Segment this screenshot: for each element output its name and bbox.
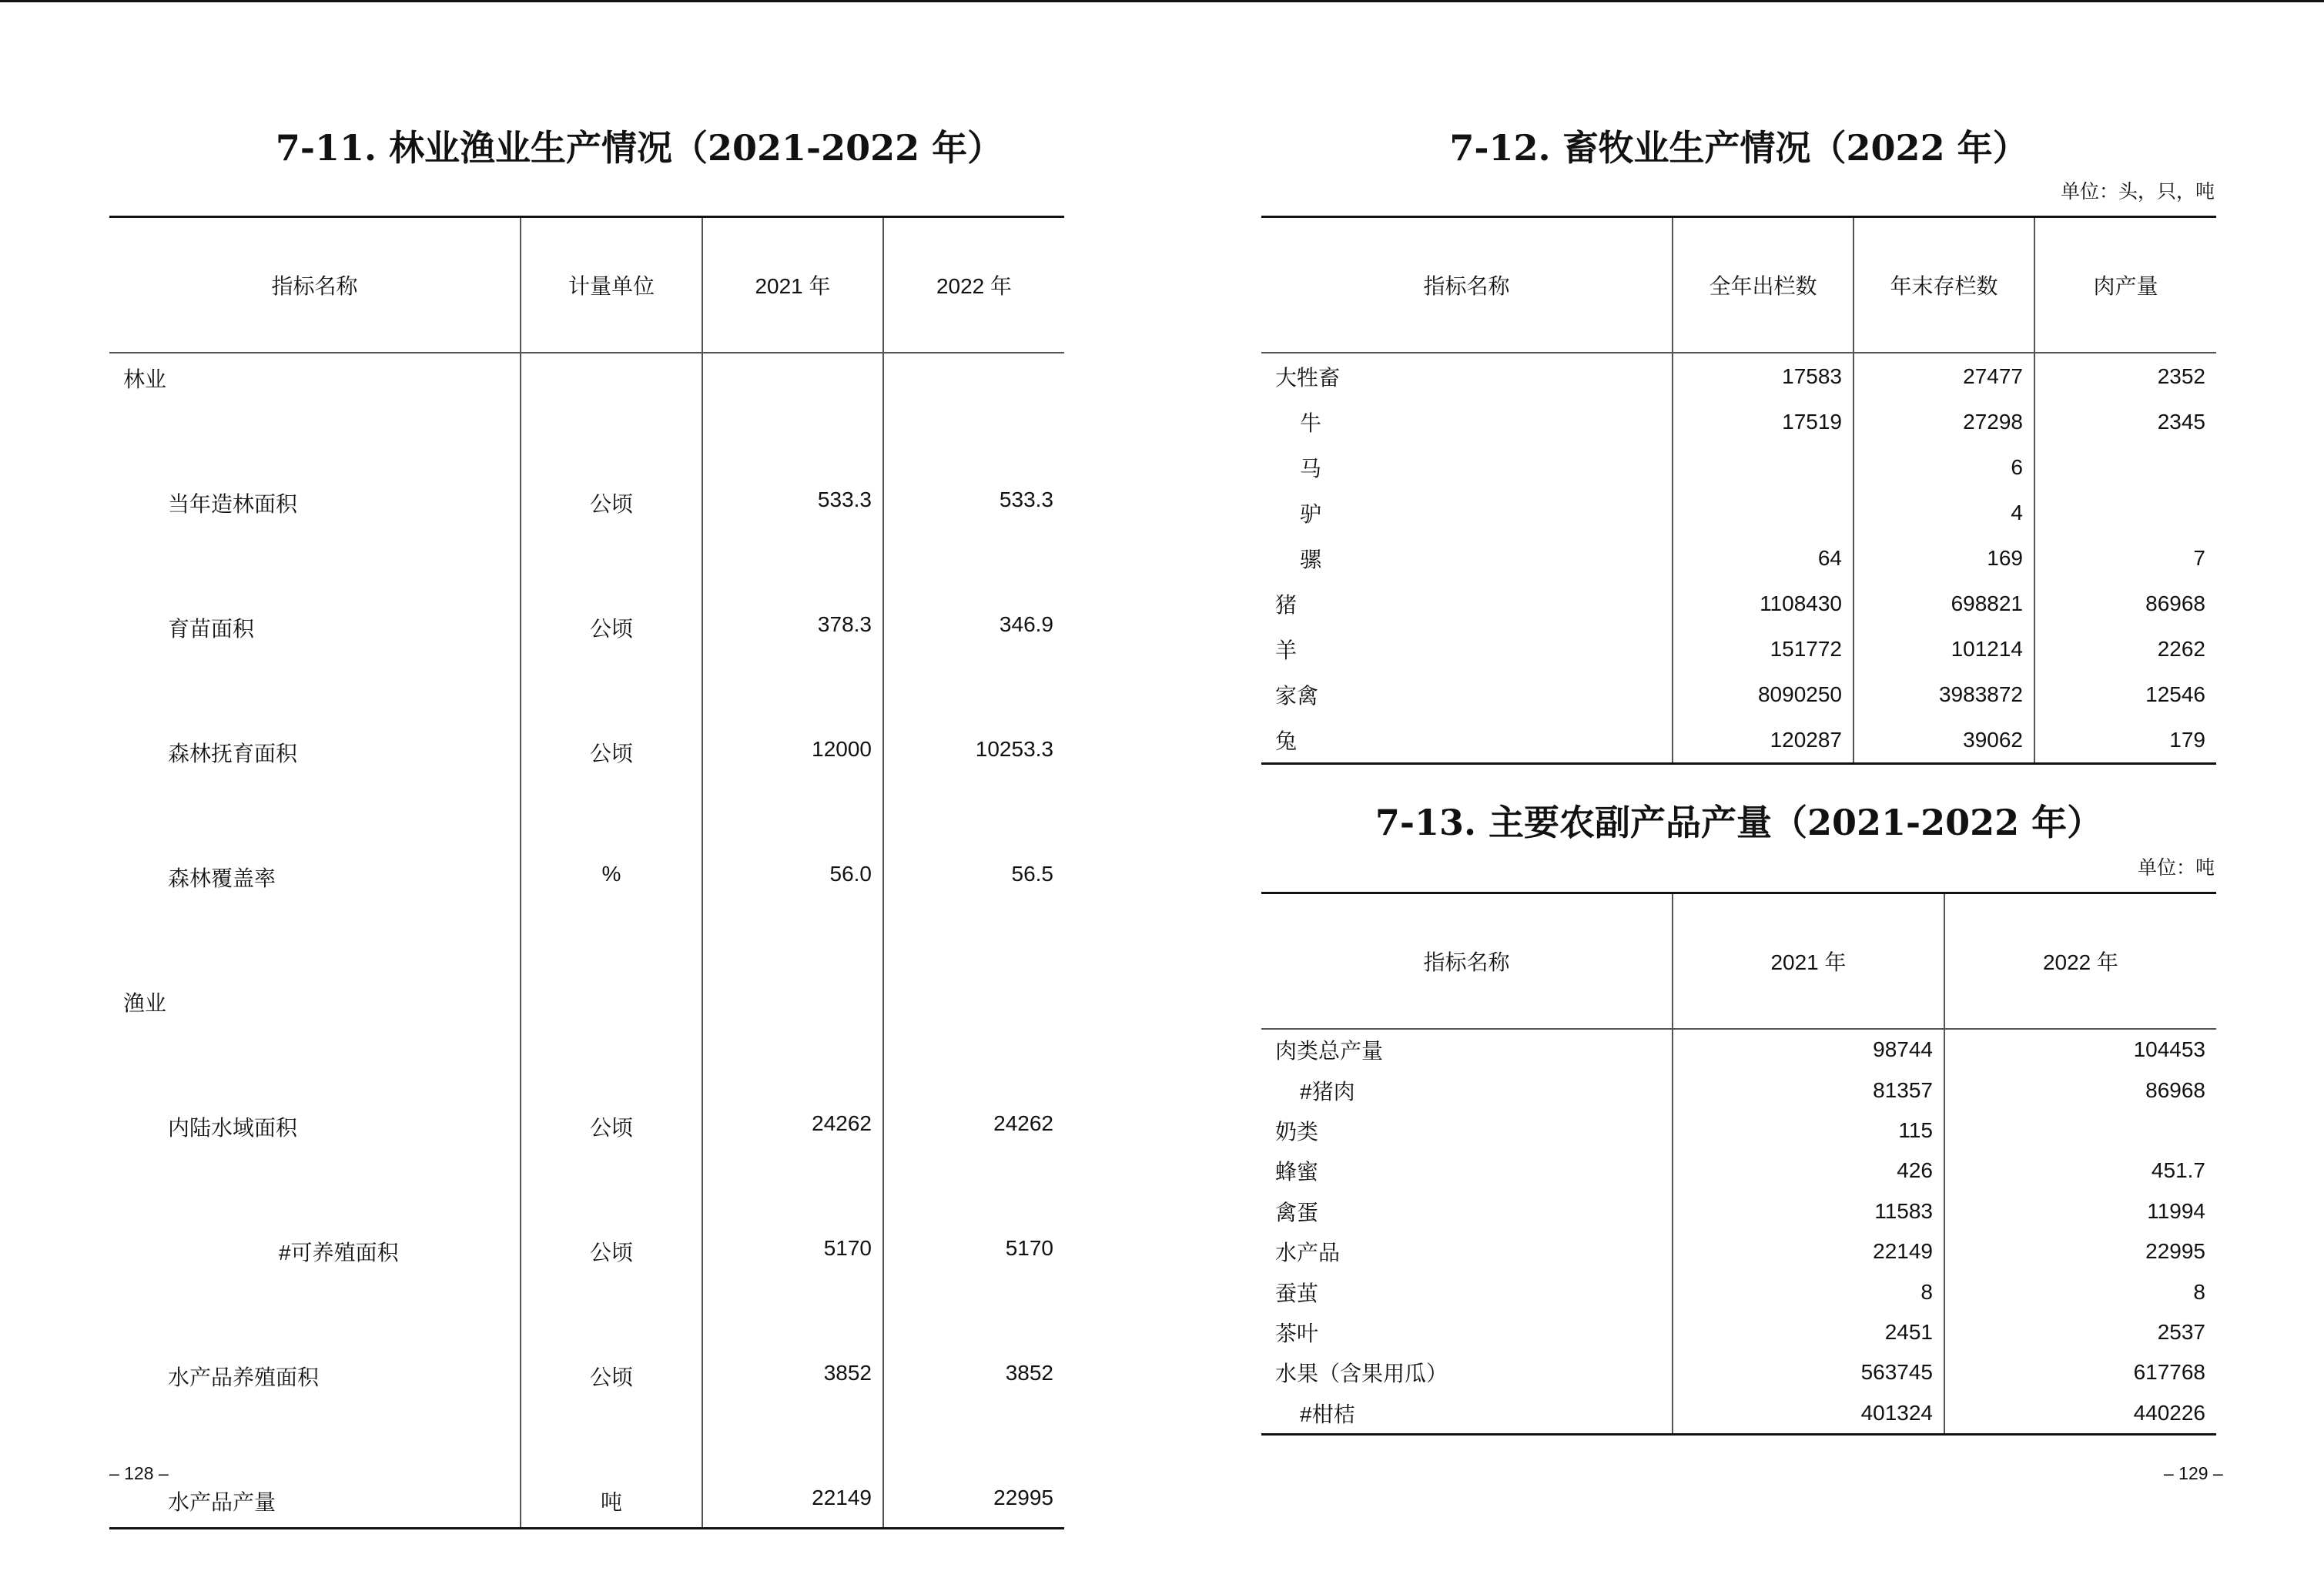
row-value-2021 bbox=[702, 977, 883, 1102]
row-value-2021: 24262 bbox=[702, 1102, 883, 1227]
table-row bbox=[1261, 1029, 2216, 1070]
row-annual-slaughter: 8090250 bbox=[1673, 672, 1854, 717]
forestry-fishery-table bbox=[109, 216, 1064, 1529]
row-year-end-stock: 169 bbox=[1854, 535, 2034, 581]
row-name: 羊 bbox=[1275, 638, 1298, 662]
row-unit: % bbox=[521, 853, 702, 977]
row-value-2022: 24262 bbox=[883, 1102, 1064, 1227]
row-value-2022: 104453 bbox=[1944, 1029, 2216, 1070]
row-value-2022: 8 bbox=[1944, 1271, 2216, 1312]
table-row bbox=[1261, 1111, 2216, 1151]
row-name: 茶叶 bbox=[1275, 1321, 1319, 1345]
row-value-2022 bbox=[883, 977, 1064, 1102]
row-name: 水果（含果用瓜） bbox=[1275, 1362, 1448, 1386]
row-value-2022: 22995 bbox=[883, 1476, 1064, 1529]
row-value-2022: 10253.3 bbox=[883, 728, 1064, 853]
row-value-2022: 56.5 bbox=[883, 853, 1064, 977]
table-row bbox=[1261, 1151, 2216, 1191]
row-name: 骡 bbox=[1300, 547, 1322, 571]
row-name: 当年造林面积 bbox=[168, 492, 298, 516]
page-number-left: – 128 – bbox=[109, 1463, 169, 1483]
row-name: 家禽 bbox=[1275, 683, 1319, 708]
table-header-row bbox=[109, 217, 1064, 353]
header-unit: 计量单位 bbox=[521, 217, 702, 353]
row-year-end-stock: 101214 bbox=[1854, 626, 2034, 672]
row-name: 森林抚育面积 bbox=[168, 742, 298, 766]
row-value-2022 bbox=[1944, 1111, 2216, 1151]
row-annual-slaughter: 151772 bbox=[1673, 626, 1854, 672]
row-value-2021: 378.3 bbox=[702, 603, 883, 728]
row-year-end-stock: 3983872 bbox=[1854, 672, 2034, 717]
row-name: 奶类 bbox=[1275, 1119, 1319, 1144]
row-annual-slaughter: 120287 bbox=[1673, 717, 1854, 764]
table-row bbox=[1261, 1231, 2216, 1271]
header-2022: 2022 年 bbox=[1944, 893, 2216, 1030]
table-row bbox=[1261, 672, 2216, 717]
row-unit: 公顷 bbox=[521, 1102, 702, 1227]
row-year-end-stock: 39062 bbox=[1854, 717, 2034, 764]
row-year-end-stock: 6 bbox=[1854, 444, 2034, 490]
table-row bbox=[1261, 535, 2216, 581]
row-name: 育苗面积 bbox=[168, 617, 255, 641]
row-value-2021: 11583 bbox=[1673, 1191, 1944, 1231]
row-name: 禽蛋 bbox=[1275, 1200, 1319, 1225]
row-value-2022: 533.3 bbox=[883, 478, 1064, 603]
row-value-2021: 115 bbox=[1673, 1111, 1944, 1151]
table-row bbox=[109, 478, 1064, 603]
row-value-2022: 3852 bbox=[883, 1352, 1064, 1476]
header-2022: 2022 年 bbox=[883, 217, 1064, 353]
row-name: 马 bbox=[1300, 456, 1322, 481]
row-meat-output: 2262 bbox=[2034, 626, 2216, 672]
header-annual-slaughter: 全年出栏数 bbox=[1673, 217, 1854, 353]
row-value-2021: 56.0 bbox=[702, 853, 883, 977]
table-7-13-title: 7-13. 主要农副产品产量（2021-2022 年） bbox=[1375, 802, 2103, 843]
row-value-2022 bbox=[883, 353, 1064, 478]
row-value-2021: 426 bbox=[1673, 1151, 1944, 1191]
header-meat-output: 肉产量 bbox=[2034, 217, 2216, 353]
row-name: 蜂蜜 bbox=[1275, 1160, 1319, 1184]
table-row bbox=[1261, 399, 2216, 444]
table-header-row bbox=[1261, 893, 2216, 1030]
row-unit bbox=[521, 977, 702, 1102]
header-2021: 2021 年 bbox=[702, 217, 883, 353]
row-value-2022: 5170 bbox=[883, 1227, 1064, 1352]
table-row bbox=[109, 603, 1064, 728]
row-unit: 公顷 bbox=[521, 603, 702, 728]
row-meat-output: 7 bbox=[2034, 535, 2216, 581]
row-annual-slaughter: 1108430 bbox=[1673, 581, 1854, 626]
row-name: 大牲畜 bbox=[1275, 365, 1341, 390]
row-meat-output: 12546 bbox=[2034, 672, 2216, 717]
table-row bbox=[1261, 353, 2216, 399]
livestock-table bbox=[1261, 216, 2216, 765]
table-row bbox=[109, 1476, 1064, 1529]
row-value-2021 bbox=[702, 353, 883, 478]
page-top-border bbox=[0, 0, 2324, 2]
row-name: 驴 bbox=[1300, 501, 1322, 526]
row-name: 兔 bbox=[1275, 729, 1298, 753]
table-row bbox=[1261, 581, 2216, 626]
row-unit: 公顷 bbox=[521, 1227, 702, 1352]
row-value-2021: 3852 bbox=[702, 1352, 883, 1476]
row-meat-output: 179 bbox=[2034, 717, 2216, 764]
row-value-2022: 2537 bbox=[1944, 1312, 2216, 1352]
row-unit: 公顷 bbox=[521, 728, 702, 853]
header-2021: 2021 年 bbox=[1673, 893, 1944, 1030]
table-row bbox=[109, 353, 1064, 478]
row-name: 林业 bbox=[123, 367, 167, 391]
row-value-2021: 5170 bbox=[702, 1227, 883, 1352]
row-name: 内陆水域面积 bbox=[168, 1116, 298, 1140]
table-7-12-unit-note: 单位：头，只，吨 bbox=[2060, 181, 2215, 203]
row-unit: 吨 bbox=[521, 1476, 702, 1529]
agri-products-table bbox=[1261, 892, 2216, 1436]
table-row bbox=[1261, 490, 2216, 535]
row-annual-slaughter: 17519 bbox=[1673, 399, 1854, 444]
table-row bbox=[109, 1352, 1064, 1476]
table-7-13-unit-note: 单位：吨 bbox=[2137, 857, 2215, 879]
table-7-11-title: 7-11. 林业渔业生产情况（2021-2022 年） bbox=[275, 127, 1003, 169]
row-name: #柑桔 bbox=[1300, 1402, 1355, 1426]
table-row bbox=[1261, 1393, 2216, 1435]
row-value-2021: 2451 bbox=[1673, 1312, 1944, 1352]
row-value-2021: 533.3 bbox=[702, 478, 883, 603]
table-row bbox=[109, 728, 1064, 853]
row-name: 蚕茧 bbox=[1275, 1281, 1319, 1305]
row-meat-output: 2352 bbox=[2034, 353, 2216, 399]
row-value-2021: 401324 bbox=[1673, 1393, 1944, 1435]
table-header-row bbox=[1261, 217, 2216, 353]
table-row bbox=[1261, 444, 2216, 490]
row-name: #猪肉 bbox=[1300, 1079, 1355, 1104]
row-annual-slaughter bbox=[1673, 490, 1854, 535]
row-value-2021: 12000 bbox=[702, 728, 883, 853]
row-name: 水产品 bbox=[1275, 1241, 1341, 1265]
row-annual-slaughter: 17583 bbox=[1673, 353, 1854, 399]
row-value-2021: 8 bbox=[1673, 1271, 1944, 1312]
row-value-2022: 86968 bbox=[1944, 1070, 2216, 1110]
row-name: 水产品产量 bbox=[168, 1490, 276, 1514]
table-row bbox=[1261, 626, 2216, 672]
row-name: 猪 bbox=[1275, 592, 1298, 617]
row-value-2021: 81357 bbox=[1673, 1070, 1944, 1110]
row-year-end-stock: 27298 bbox=[1854, 399, 2034, 444]
row-value-2021: 563745 bbox=[1673, 1352, 1944, 1392]
table-row bbox=[1261, 1271, 2216, 1312]
table-row bbox=[1261, 1312, 2216, 1352]
row-year-end-stock: 4 bbox=[1854, 490, 2034, 535]
row-annual-slaughter bbox=[1673, 444, 1854, 490]
table-7-12-title: 7-12. 畜牧业生产情况（2022 年） bbox=[1449, 127, 2028, 169]
table-row bbox=[1261, 1352, 2216, 1392]
row-name: 渔业 bbox=[123, 991, 167, 1015]
table-row bbox=[1261, 1070, 2216, 1110]
header-indicator-name: 指标名称 bbox=[1261, 217, 1673, 353]
row-name: #可养殖面积 bbox=[279, 1241, 399, 1265]
row-value-2022: 451.7 bbox=[1944, 1151, 2216, 1191]
row-annual-slaughter: 64 bbox=[1673, 535, 1854, 581]
row-meat-output: 2345 bbox=[2034, 399, 2216, 444]
row-value-2021: 22149 bbox=[702, 1476, 883, 1529]
header-year-end-stock: 年末存栏数 bbox=[1854, 217, 2034, 353]
row-value-2022: 11994 bbox=[1944, 1191, 2216, 1231]
row-value-2022: 346.9 bbox=[883, 603, 1064, 728]
row-meat-output: 86968 bbox=[2034, 581, 2216, 626]
row-unit: 公顷 bbox=[521, 478, 702, 603]
row-value-2022: 617768 bbox=[1944, 1352, 2216, 1392]
table-row bbox=[109, 1227, 1064, 1352]
row-value-2021: 98744 bbox=[1673, 1029, 1944, 1070]
table-row bbox=[1261, 717, 2216, 764]
row-name: 森林覆盖率 bbox=[168, 866, 276, 890]
row-meat-output bbox=[2034, 490, 2216, 535]
row-unit: 公顷 bbox=[521, 1352, 702, 1476]
header-indicator-name: 指标名称 bbox=[109, 217, 521, 353]
table-row bbox=[1261, 1191, 2216, 1231]
table-row bbox=[109, 1102, 1064, 1227]
table-row bbox=[109, 853, 1064, 977]
row-unit bbox=[521, 353, 702, 478]
row-year-end-stock: 698821 bbox=[1854, 581, 2034, 626]
row-name: 肉类总产量 bbox=[1275, 1039, 1384, 1064]
page-number-right: – 129 – bbox=[2164, 1463, 2223, 1483]
header-indicator-name: 指标名称 bbox=[1261, 893, 1673, 1030]
row-year-end-stock: 27477 bbox=[1854, 353, 2034, 399]
row-name: 牛 bbox=[1300, 410, 1322, 435]
row-name: 水产品养殖面积 bbox=[168, 1365, 320, 1389]
table-row bbox=[109, 977, 1064, 1102]
row-value-2022: 440226 bbox=[1944, 1393, 2216, 1435]
row-meat-output bbox=[2034, 444, 2216, 490]
row-value-2021: 22149 bbox=[1673, 1231, 1944, 1271]
row-value-2022: 22995 bbox=[1944, 1231, 2216, 1271]
